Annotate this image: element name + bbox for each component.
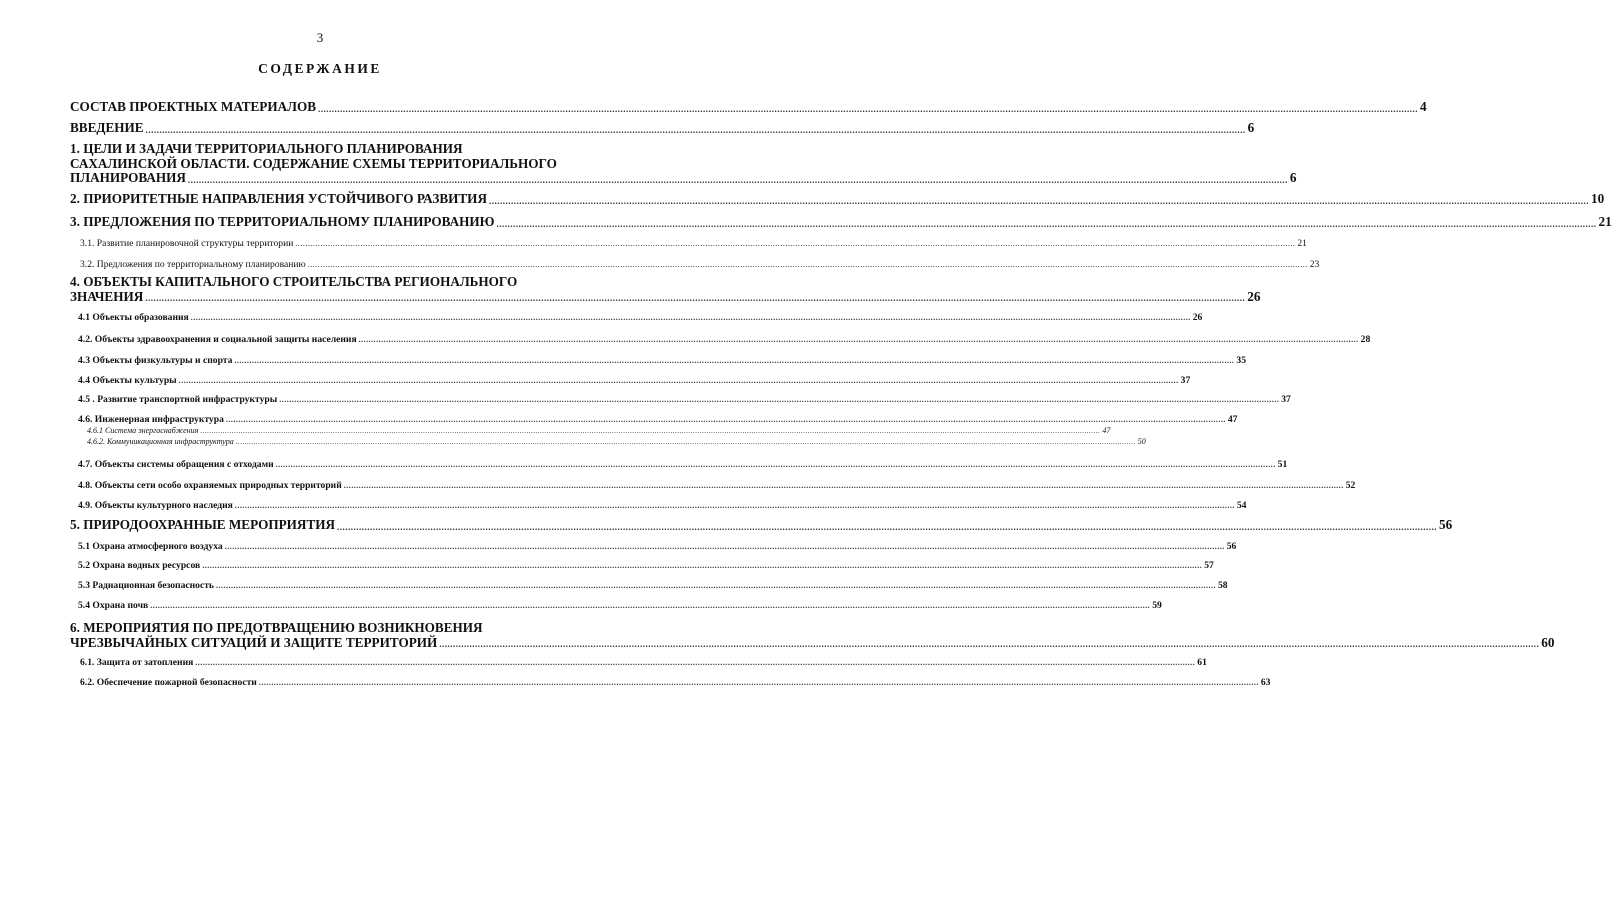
toc-entry[interactable] [70, 517, 1453, 533]
toc-page-number: 26 [1192, 312, 1203, 323]
toc-entry-text: 4.6.2. Коммуникационная инфраструктура [87, 437, 234, 446]
dot-leader: ................................................................................................................................................................................................................................................................................................................................................................................................................ [150, 601, 1151, 610]
dot-leader: ................................................................................................................................................................................................................................................................................................................................................................................................................ [234, 356, 1235, 365]
toc-page-number: 21 [1297, 238, 1307, 249]
toc-entry[interactable] [70, 620, 1555, 650]
dot-leader: ................................................................................................................................................................................................................................................................................................................................................................................................................ [178, 376, 1179, 385]
dot-leader: ................................................................................................................................................................................................................................................................................................................................................................................................................ [358, 335, 1359, 344]
dot-leader: ................................................................................................................................................................................................................................................................................................................................................................................................................ [439, 639, 1540, 649]
toc-entry-line: САХАЛИНСКОЙ ОБЛАСТИ. СОДЕРЖАНИЕ СХЕМЫ ТЕРРИТОРИАЛЬНОГО [70, 155, 557, 171]
toc-entry[interactable] [78, 480, 1356, 492]
toc-title: СОДЕРЖАНИЕ [258, 61, 382, 76]
dot-leader: ................................................................................................................................................................................................................................................................................................................................................................................................................ [224, 542, 1225, 551]
dot-leader: ................................................................................................................................................................................................................................................................................................................................................................................................................ [279, 395, 1280, 404]
toc-entry[interactable] [78, 560, 1214, 572]
toc-entry-text: ЧРЕЗВЫЧАЙНЫХ СИТУАЦИЙ И ЗАЩИТЕ ТЕРРИТОРИЙ [70, 634, 438, 650]
toc-entry[interactable] [78, 580, 1228, 592]
dot-leader: ................................................................................................................................................................................................................................................................................................................................................................................................................ [187, 174, 1288, 185]
toc-page-number: 6 [1247, 120, 1255, 135]
toc-entry[interactable] [70, 99, 1427, 115]
toc-page-number: 28 [1360, 334, 1371, 345]
dot-leader: ................................................................................................................................................................................................................................................................................................................................................................................................................ [200, 427, 1101, 435]
toc-entry[interactable] [87, 437, 1146, 447]
toc-page-number: 57 [1204, 560, 1214, 571]
dot-leader: ................................................................................................................................................................................................................................................................................................................................................................................................................ [145, 124, 1246, 135]
toc-entry-line: 1. ЦЕЛИ И ЗАДАЧИ ТЕРРИТОРИАЛЬНОГО ПЛАНИРОВАНИЯ [70, 141, 463, 156]
dot-leader: ................................................................................................................................................................................................................................................................................................................................................................................................................ [190, 313, 1191, 322]
toc-entry[interactable] [70, 274, 1261, 304]
dot-leader: ................................................................................................................................................................................................................................................................................................................................................................................................................ [337, 521, 1438, 532]
page-number: 3 [316, 30, 324, 45]
toc-entry-text: 4.3 Объекты физкультуры и спорта [78, 355, 233, 366]
toc-entry-line: 4. ОБЪЕКТЫ КАПИТАЛЬНОГО СТРОИТЕЛЬСТВА РЕГИОНАЛЬНОГО [70, 274, 518, 289]
toc-page-number: 21 [1598, 214, 1612, 229]
toc-entry-text: 4.2. Объекты здравоохранения и социальной защиты населения [78, 334, 357, 345]
toc-entry[interactable] [87, 426, 1111, 436]
toc-entry-text: 6.1. Защита от затопления [80, 657, 194, 668]
toc-entry-text: 5. ПРИРОДООХРАННЫЕ МЕРОПРИЯТИЯ [70, 517, 336, 532]
toc-entry[interactable] [80, 259, 1320, 271]
toc-entry[interactable] [70, 191, 1605, 207]
dot-leader: ................................................................................................................................................................................................................................................................................................................................................................................................................ [343, 481, 1344, 490]
dot-leader: ................................................................................................................................................................................................................................................................................................................................................................................................................ [235, 438, 1136, 446]
toc-page-number: 60 [1541, 634, 1555, 650]
dot-leader: ................................................................................................................................................................................................................................................................................................................................................................................................................ [258, 678, 1259, 687]
toc-entry[interactable] [78, 375, 1191, 387]
toc-entry-text: ВВЕДЕНИЕ [70, 120, 144, 135]
toc-page-number: 10 [1590, 191, 1605, 206]
toc-page-number: 35 [1236, 355, 1246, 366]
dot-leader: ................................................................................................................................................................................................................................................................................................................................................................................................................ [496, 218, 1597, 229]
toc-page-number: 52 [1345, 480, 1356, 491]
toc-page-number: 6 [1289, 170, 1297, 185]
dot-leader: ................................................................................................................................................................................................................................................................................................................................................................................................................ [225, 415, 1226, 424]
toc-entry[interactable] [78, 414, 1238, 426]
toc-entry-text: 4.9. Объекты культурного наследия [78, 500, 233, 511]
toc-entry-text: 5.1 Охрана атмосферного воздуха [78, 541, 223, 552]
toc-entry-text: ПЛАНИРОВАНИЯ [70, 170, 186, 185]
toc-page-number: 61 [1197, 657, 1207, 668]
dot-leader: ................................................................................................................................................................................................................................................................................................................................................................................................................ [234, 501, 1235, 510]
toc-entry-text: 3.2. Предложения по территориальному планированию [80, 259, 306, 270]
toc-entry-text: 5.3 Радиационная безопасность [78, 580, 214, 591]
toc-entry-text: 4.6.1 Система энергоснабжения [87, 426, 199, 435]
toc-entry[interactable] [70, 120, 1255, 136]
toc-entry-line: 6. МЕРОПРИЯТИЯ ПО ПРЕДОТВРАЩЕНИЮ ВОЗНИКНОВЕНИЯ [70, 620, 483, 635]
toc-entry-text: 4.5 . Развитие транспортной инфраструктуры [78, 394, 278, 405]
toc-entry[interactable] [70, 141, 1297, 186]
dot-leader: ................................................................................................................................................................................................................................................................................................................................................................................................................ [295, 239, 1296, 248]
toc-entry-text: ЗНАЧЕНИЯ [70, 288, 144, 304]
dot-leader: ................................................................................................................................................................................................................................................................................................................................................................................................................ [216, 581, 1216, 590]
toc-page-number: 23 [1309, 259, 1320, 270]
toc-entry[interactable] [80, 677, 1271, 689]
dot-leader: ................................................................................................................................................................................................................................................................................................................................................................................................................ [307, 260, 1308, 269]
toc-page-number: 26 [1247, 288, 1261, 304]
toc-page-number: 37 [1180, 375, 1191, 386]
toc-entry[interactable] [78, 312, 1203, 324]
toc-entry[interactable] [80, 657, 1207, 669]
dot-leader: ................................................................................................................................................................................................................................................................................................................................................................................................................ [488, 195, 1589, 206]
toc-page-number: 50 [1137, 437, 1146, 446]
dot-leader: ................................................................................................................................................................................................................................................................................................................................................................................................................ [195, 658, 1196, 667]
toc-entry[interactable] [78, 394, 1291, 406]
toc-entry[interactable] [80, 238, 1307, 250]
toc-page-number: 63 [1260, 677, 1271, 688]
toc-entry-text: 4.6. Инженерная инфраструктура [78, 414, 224, 425]
toc-page-number: 47 [1227, 414, 1238, 425]
toc-entry-text: 3. ПРЕДЛОЖЕНИЯ ПО ТЕРРИТОРИАЛЬНОМУ ПЛАНИРОВАНИЮ [70, 214, 495, 229]
toc-page-number: 54 [1236, 500, 1247, 511]
toc-entry-text: 2. ПРИОРИТЕТНЫЕ НАПРАВЛЕНИЯ УСТОЙЧИВОГО РАЗВИТИЯ [70, 191, 487, 206]
dot-leader: ................................................................................................................................................................................................................................................................................................................................................................................................................ [275, 460, 1276, 469]
toc-page-number: 4 [1420, 99, 1427, 114]
toc-entry-text: 6.2. Обеспечение пожарной безопасности [80, 677, 257, 688]
dot-leader: ................................................................................................................................................................................................................................................................................................................................................................................................................ [318, 103, 1419, 114]
toc-page-number: 58 [1218, 580, 1228, 591]
toc-page-number: 56 [1439, 517, 1453, 532]
dot-leader: ................................................................................................................................................................................................................................................................................................................................................................................................................ [145, 293, 1246, 303]
toc-page-number: 51 [1277, 459, 1288, 470]
toc-entry[interactable] [78, 459, 1288, 471]
toc-entry-text: 5.2 Охрана водных ресурсов [78, 560, 201, 571]
toc-page-number: 47 [1102, 426, 1111, 435]
toc-entry-text: 5.4 Охрана почв [78, 600, 149, 611]
toc-entry[interactable] [78, 541, 1237, 553]
toc-entry-text: 4.1 Объекты образования [78, 312, 189, 323]
toc-page-number: 59 [1152, 600, 1162, 611]
toc-entry[interactable] [78, 600, 1162, 612]
toc-entry-text: СОСТАВ ПРОЕКТНЫХ МАТЕРИАЛОВ [70, 99, 317, 114]
toc-entry-text: 3.1. Развитие планировочной структуры территории [80, 238, 294, 249]
toc-entry[interactable] [78, 500, 1247, 512]
toc-entry-text: 4.4 Объекты культуры [78, 375, 177, 386]
toc-entry-text: 4.8. Объекты сети особо охраняемых природных территорий [78, 480, 342, 491]
toc-entry[interactable] [70, 214, 1612, 230]
toc-page-number: 37 [1281, 394, 1291, 405]
dot-leader: ................................................................................................................................................................................................................................................................................................................................................................................................................ [202, 561, 1203, 570]
toc-page-number: 56 [1226, 541, 1237, 552]
toc-entry[interactable] [78, 334, 1371, 346]
toc-entry-text: 4.7. Объекты системы обращения с отходами [78, 459, 274, 470]
toc-entry[interactable] [78, 355, 1246, 367]
